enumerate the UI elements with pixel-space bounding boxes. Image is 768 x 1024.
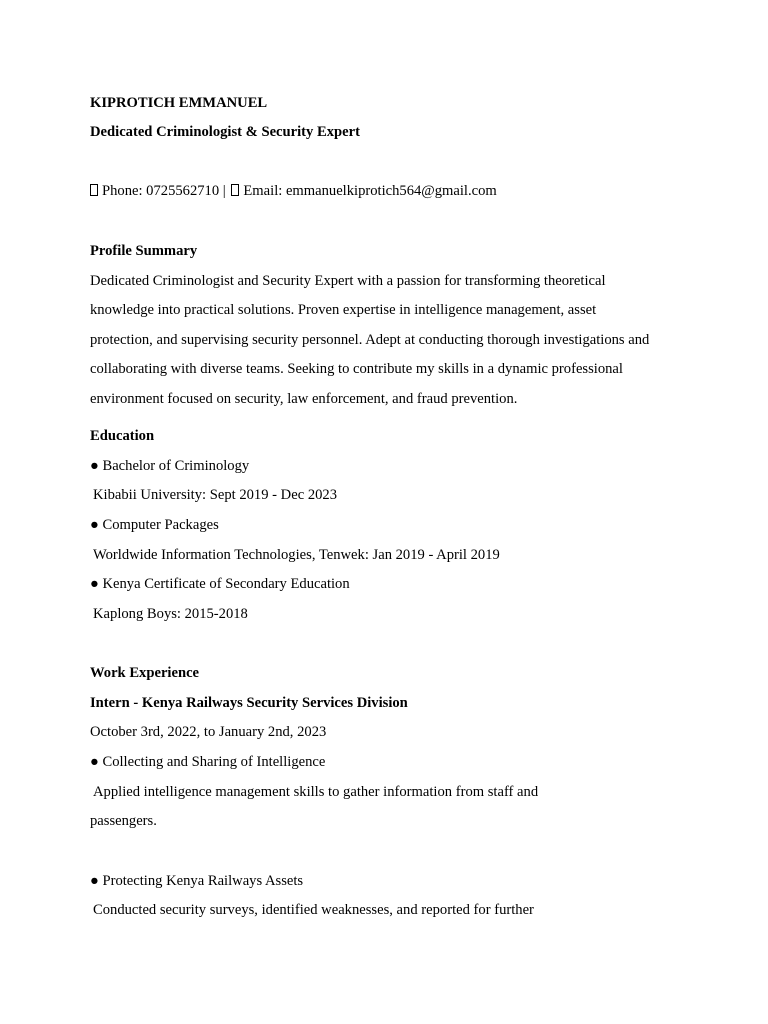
candidate-tagline: Dedicated Criminologist & Security Expert — [90, 124, 360, 140]
work-dates: October 3rd, 2022, to January 2nd, 2023 — [90, 724, 327, 740]
work-duty-line: Applied intelligence management skills to gather information from staff and — [93, 784, 539, 800]
education-item-title: ● Bachelor of Criminology — [90, 458, 250, 474]
work-duty-line: passengers. — [90, 813, 157, 829]
education-item-detail: Kaplong Boys: 2015-2018 — [93, 606, 248, 622]
candidate-name: KIPROTICH EMMANUEL — [90, 95, 268, 111]
work-role: Intern - Kenya Railways Security Services Division — [90, 695, 408, 711]
education-item-detail: Kibabii University: Sept 2019 - Dec 2023 — [93, 487, 338, 503]
education-item-title: ● Kenya Certificate of Secondary Education — [90, 576, 350, 592]
work-duty-title: ● Collecting and Sharing of Intelligence — [90, 754, 326, 770]
work-heading: Work Experience — [90, 665, 200, 681]
contact-phone: Phone: 0725562710 | — [102, 183, 226, 199]
profile-line: knowledge into practical solutions. Proven expertise in intelligence management, asset — [90, 302, 597, 318]
profile-line: collaborating with diverse teams. Seeking to contribute my skills in a dynamic professional — [90, 361, 623, 377]
work-duty-line: Conducted security surveys, identified weaknesses, and reported for further — [93, 902, 534, 918]
contact-email: Email: emmanuelkiprotich564@gmail.com — [243, 183, 497, 199]
profile-heading: Profile Summary — [90, 243, 198, 259]
education-heading: Education — [90, 428, 155, 444]
email-icon — [231, 184, 239, 196]
education-item-title: ● Computer Packages — [90, 517, 219, 533]
education-item-detail: Worldwide Information Technologies, Tenwek: Jan 2019 - April 2019 — [93, 547, 500, 563]
contact-line — [90, 182, 497, 200]
profile-line: environment focused on security, law enforcement, and fraud prevention. — [90, 391, 518, 407]
work-duty-title: ● Protecting Kenya Railways Assets — [90, 873, 304, 889]
phone-icon — [90, 184, 98, 196]
profile-line: protection, and supervising security personnel. Adept at conducting thorough investigations and — [90, 332, 650, 348]
profile-line: Dedicated Criminologist and Security Expert with a passion for transforming theoretical — [90, 273, 606, 289]
